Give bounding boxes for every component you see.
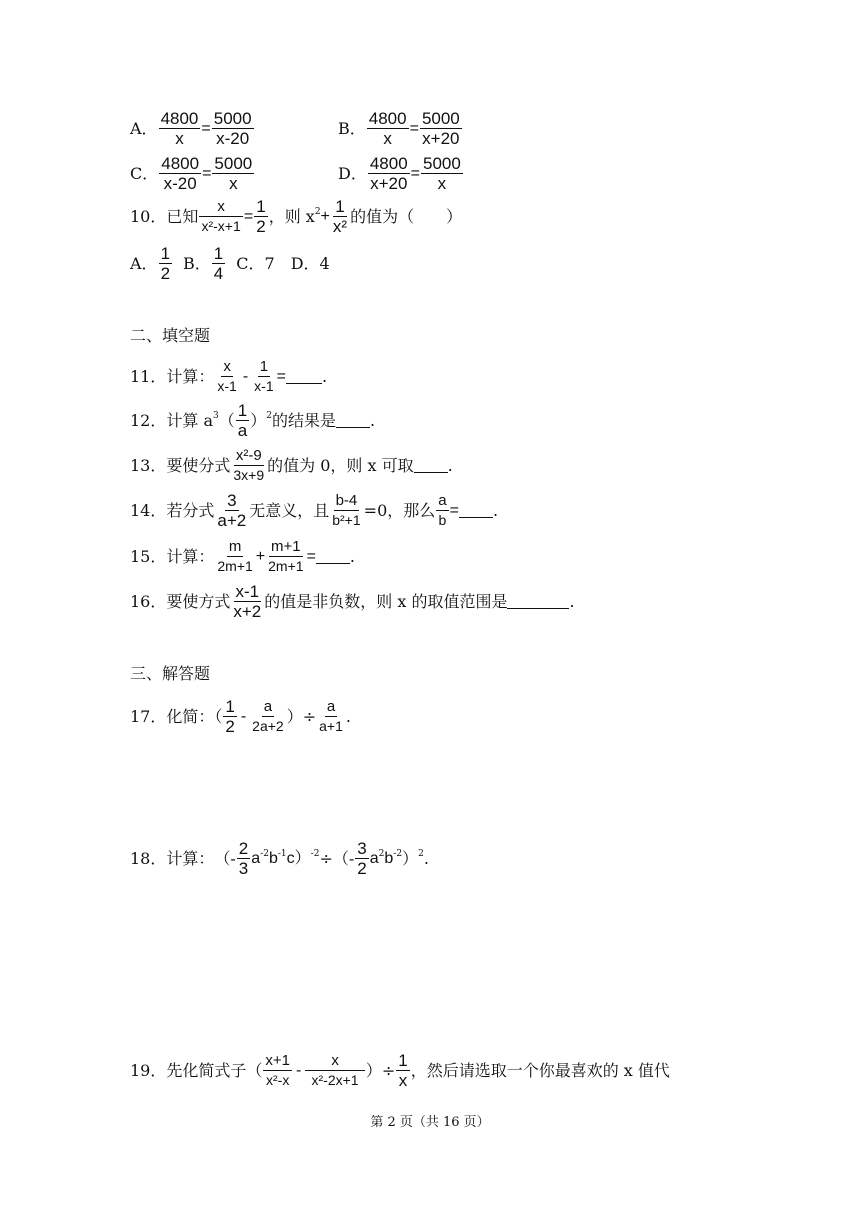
fraction: $\frac{1}{2}$ [256, 197, 266, 236]
fraction: $\frac{4800}{x}$ [160, 109, 199, 148]
fraction: 3 a+2 [217, 491, 247, 530]
question-19: 19．先化简式子（ x+1 x²-x - x x²-2x+1 ）÷ $\frac{1}{x}$ ，然后请选取一个你最喜欢的 x 值代 [130, 1051, 670, 1090]
fraction: $\frac{5000}{x-20}$ [213, 109, 252, 148]
answer-blank [286, 369, 322, 384]
section-2-title: 二、填空题 [130, 326, 211, 345]
fraction: $\frac{5000}{x}$ [423, 154, 461, 193]
fraction: $\frac{x}{\text{x²-x+1}}$ [199, 198, 243, 235]
fraction: x x-1 [217, 358, 237, 394]
q9-option-b: B． $\frac{4800}{x}$ = $\frac{5000}{x+20}$ [338, 109, 460, 148]
question-10: 10．已知 $\frac{x}{\text{x²-x+1}}$ = $\frac{1}{2}$ ，则 x $^2$ + $\frac{1}{\text{x²}}$ 的值为（ ） [130, 197, 463, 236]
fraction: x+1 x²-x [265, 1052, 290, 1088]
fraction: 2 3 [238, 839, 249, 878]
fraction: $\frac{a}{a+1}$ [319, 698, 343, 734]
section-3-title: 三、解答题 [130, 664, 211, 683]
q9-option-a: A． $\frac{4800}{x}$ = $\frac{5000}{x-20}$ [130, 109, 252, 148]
question-11: 11．计算： x x-1 - $\frac{1}{x-1}$ = . [130, 358, 328, 394]
fraction: $\frac{5000}{x}$ [214, 154, 253, 193]
fraction: $\frac{4800}{x-20}$ [161, 154, 200, 193]
fraction: x x²-2x+1 [305, 1052, 365, 1089]
q9-option-c: C． $\frac{4800}{x-20}$ = $\frac{5000}{x}$ [130, 154, 253, 193]
q9-option-d: D． $\frac{4800}{x+20}$ = $\frac{5000}{x}$ [338, 154, 461, 193]
fraction: 1 2 [160, 244, 171, 283]
question-15: 15．计算： m 2m+1 + $\frac{m+1}{2m+1}$ = . [130, 538, 355, 574]
fraction: $\frac{a}{b}$ [438, 492, 447, 528]
question-18: 18．计算： （- 2 3 a $^{-2}$ b $^{-1}$ c） $^{-2}$ ÷（- 3 2 a $^2$ b $^{-2}$ ） $^2$ . [130, 839, 429, 878]
fraction: 3 2 [357, 839, 367, 878]
fraction: 1 a [237, 401, 248, 440]
fraction: 1 2 [225, 697, 235, 736]
fraction: 1 4 [213, 244, 224, 283]
fraction: m 2m+1 [217, 538, 253, 574]
question-10-options: A． 1 2 B． 1 4 C．7 D．4 [130, 244, 330, 283]
answer-blank [459, 503, 493, 518]
answer-blank [336, 413, 370, 428]
fraction: a 2a+2 [252, 698, 284, 734]
question-12: 12．计算 a $^3$ （ 1 a ） $^2$ 的结果是 . [130, 401, 376, 440]
fraction: $\frac{b-4}{\text{b²+1}}$ [332, 492, 361, 528]
fraction: $\frac{1}{x}$ [398, 1051, 408, 1090]
fraction: x-1 x+2 [233, 582, 262, 621]
fraction: $\frac{4800}{x+20}$ [369, 154, 408, 193]
question-14: 14．若分式 3 a+2 无意义，且 $\frac{b-4}{\text{b²+1}}$ =0，那么 $\frac{a}{b}$ = . [130, 491, 499, 530]
fraction: $\frac{5000}{x+20}$ [421, 109, 460, 148]
fraction: x²-9 3x+9 [233, 447, 265, 483]
fraction: $\frac{4800}{x}$ [368, 109, 407, 148]
fraction: $\frac{1}{\text{x²}}$ [332, 197, 348, 236]
question-17: 17．化简：（ 1 2 - a 2a+2 ）÷ $\frac{a}{a+1}$ . [130, 697, 351, 736]
answer-blank [316, 549, 350, 564]
question-16: 16．要使方式 x-1 x+2 的值是非负数，则 x 的取值范围是 . [130, 582, 575, 621]
page-footer: 第 2 页（共 16 页） [370, 1115, 490, 1130]
answer-blank [507, 594, 569, 609]
fraction: $\frac{m+1}{2m+1}$ [268, 538, 304, 574]
answer-blank [414, 458, 448, 473]
question-13: 13．要使分式 x²-9 3x+9 的值为 0，则 x 可取 . [130, 447, 453, 483]
fraction: $\frac{1}{x-1}$ [254, 358, 274, 394]
